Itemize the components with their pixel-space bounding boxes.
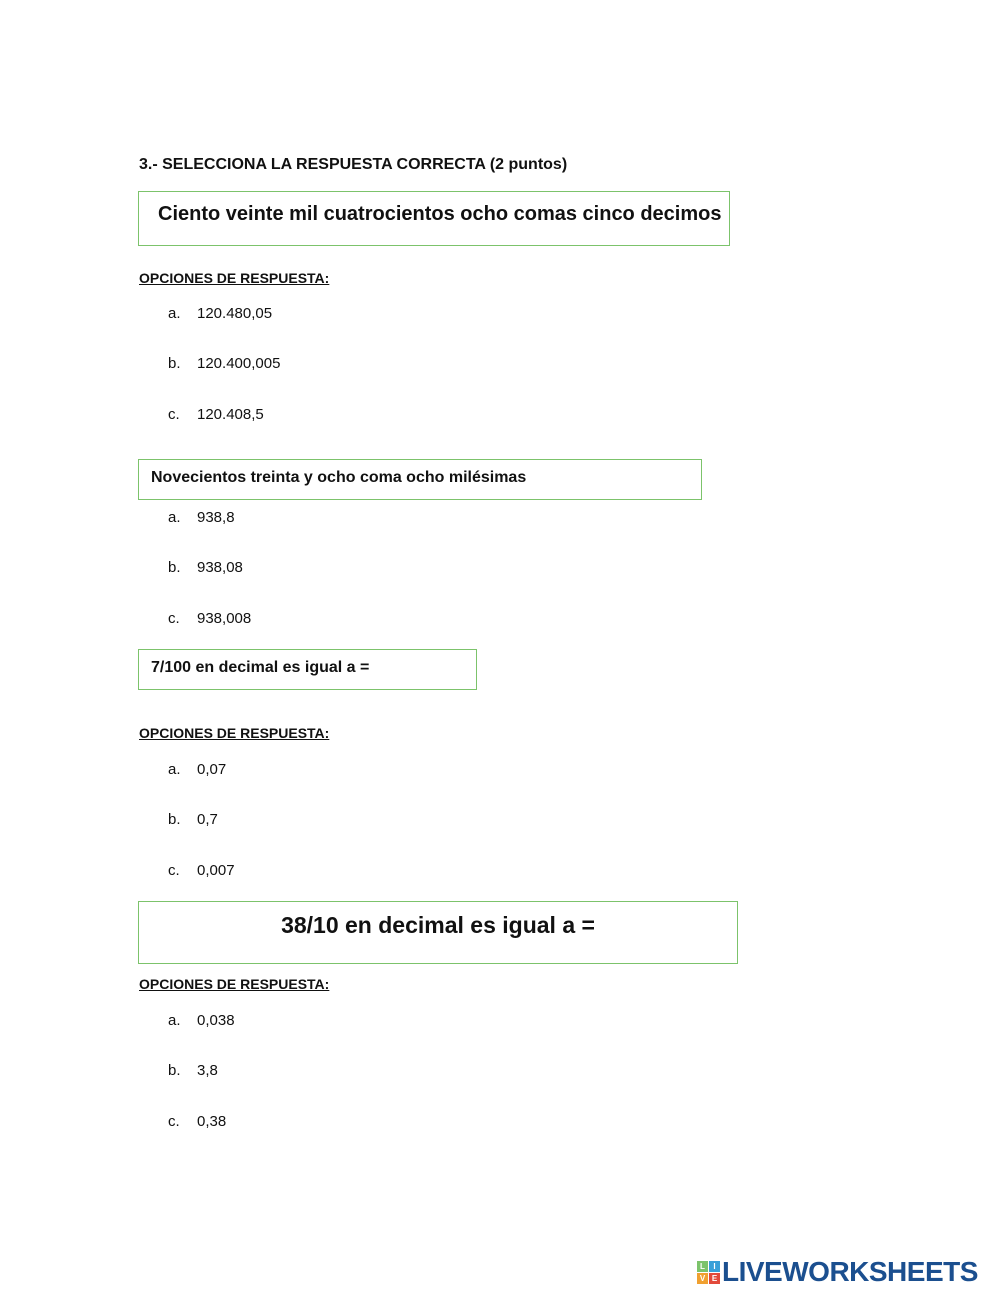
question-4-prompt: 38/10 en decimal es igual a = (281, 912, 595, 938)
option-letter: a. (168, 761, 181, 778)
option-letter: b. (168, 355, 181, 372)
q1-option-b[interactable] (168, 355, 280, 372)
option-text: 120.400,005 (197, 355, 281, 372)
option-letter: b. (168, 559, 181, 576)
option-text: 0,38 (197, 1113, 227, 1130)
question-2-prompt: Novecientos treinta y ocho coma ocho milésimas (151, 469, 527, 486)
options-label-q3: OPCIONES DE RESPUESTA: (139, 725, 330, 741)
tile-v: V (697, 1273, 708, 1284)
option-letter: c. (168, 862, 180, 879)
question-3-prompt: 7/100 en decimal es igual a = (151, 659, 370, 676)
option-letter: a. (168, 509, 181, 526)
option-text: 0,07 (197, 761, 227, 778)
q2-option-b[interactable] (168, 559, 243, 576)
option-text: 0,7 (197, 811, 218, 828)
question-2-prompt-box (138, 459, 702, 500)
option-letter: a. (168, 1012, 181, 1029)
question-3-prompt-box (138, 649, 477, 690)
option-text: 938,8 (197, 509, 235, 526)
options-label-q4: OPCIONES DE RESPUESTA: (139, 976, 330, 992)
q4-option-c[interactable] (168, 1113, 226, 1130)
option-letter: c. (168, 1113, 180, 1130)
q2-option-c[interactable] (168, 610, 251, 627)
option-letter: c. (168, 406, 180, 423)
option-letter: c. (168, 610, 180, 627)
option-text: 938,008 (197, 610, 252, 627)
option-letter: a. (168, 305, 181, 322)
option-text: 120.480,05 (197, 305, 273, 322)
q1-option-a[interactable] (168, 305, 272, 322)
options-label-q1: OPCIONES DE RESPUESTA: (139, 270, 330, 286)
q1-option-c[interactable] (168, 406, 264, 423)
tile-l: L (697, 1261, 708, 1272)
option-text: 0,038 (197, 1012, 235, 1029)
live-tiles-icon (697, 1261, 720, 1284)
brand-name: LIVEWORKSHEETS (722, 1256, 978, 1287)
tile-e: E (709, 1273, 720, 1284)
question-1-prompt: Ciento veinte mil cuatrocientos ocho comas cinco decimos (158, 203, 722, 225)
q4-option-a[interactable] (168, 1012, 235, 1029)
q4-option-b[interactable] (168, 1062, 218, 1079)
liveworksheets-logo (697, 1256, 978, 1288)
option-letter: b. (168, 811, 181, 828)
option-text: 3,8 (197, 1062, 218, 1079)
question-1-prompt-box (138, 191, 730, 246)
q3-option-b[interactable] (168, 811, 218, 828)
q2-option-a[interactable] (168, 509, 235, 526)
option-text: 0,007 (197, 862, 235, 879)
option-text: 120.408,5 (197, 406, 264, 423)
section-heading: 3.- SELECCIONA LA RESPUESTA CORRECTA (2 puntos) (139, 156, 568, 173)
option-text: 938,08 (197, 559, 243, 576)
tile-i: I (709, 1261, 720, 1272)
question-4-prompt-box (138, 901, 738, 964)
option-letter: b. (168, 1062, 181, 1079)
q3-option-c[interactable] (168, 862, 235, 879)
q3-option-a[interactable] (168, 761, 226, 778)
